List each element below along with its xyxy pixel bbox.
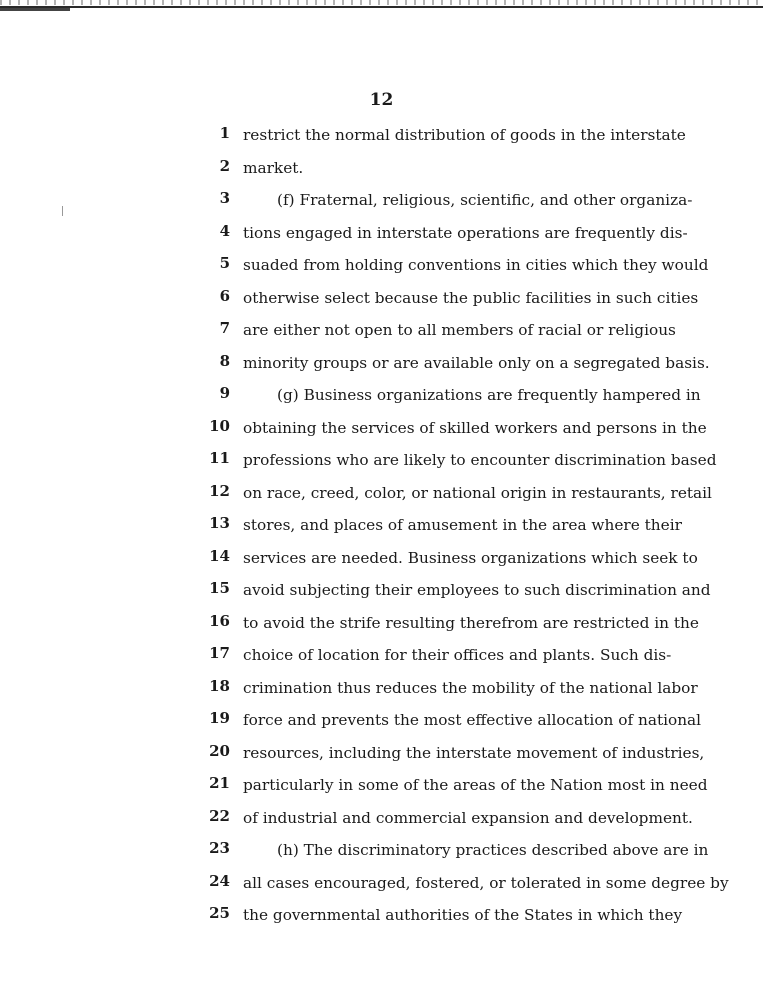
line-text: resources, including the interstate movement of industries, [243,743,705,762]
line-text: (h) The discriminatory practices described above are in [277,841,709,859]
line-text: force and prevents the most effective allocation of national [243,711,702,729]
text-line [0,351,763,384]
text-line [0,773,763,806]
line-number: 21 [209,774,230,792]
line-text: market. [243,158,304,177]
text-line [0,643,763,676]
line-number: 4 [219,221,230,240]
line-text: to avoid the strife resulting therefrom are restricted in the [243,613,699,632]
text-line [0,221,763,254]
line-number: 24 [209,871,230,890]
line-number: 6 [219,286,230,305]
text-line [0,383,763,416]
line-number: 23 [209,839,230,857]
text-line [0,806,763,839]
line-text: obtaining the services of skilled workers and persons in the [243,418,707,437]
text-line [0,741,763,774]
line-number: 8 [219,351,230,370]
line-number: 18 [209,676,230,695]
text-line [0,481,763,514]
line-text: are either not open to all members of racial or religious [243,321,676,339]
text-line [0,123,763,156]
top-rule [0,6,763,8]
line-text: of industrial and commercial expansion and development. [243,808,693,827]
line-text: (g) Business organizations are frequently hampered in [277,386,701,404]
line-number: 11 [209,449,230,467]
line-number: 12 [209,481,230,500]
line-number: 14 [209,546,230,565]
text-line [0,871,763,904]
line-number: 19 [209,709,230,727]
line-number: 3 [219,189,230,207]
line-text: all cases encouraged, fostered, or tolerated in some degree by [243,873,729,892]
line-text: suaded from holding conventions in cities which they would [243,256,709,274]
line-number: 22 [209,806,230,825]
scan-dots [0,0,763,5]
text-line [0,448,763,481]
text-line [0,318,763,351]
line-number: 17 [209,644,230,662]
line-text: particularly in some of the areas of the Nation most in need [243,776,708,794]
line-text: otherwise select because the public facilities in such cities [243,288,699,307]
line-text: tions engaged in interstate operations are frequently dis- [243,223,688,242]
text-line [0,286,763,319]
text-line [0,708,763,741]
text-line [0,676,763,709]
text-line [0,416,763,449]
line-text: services are needed. Business organizations which seek to [243,548,698,567]
line-number: 15 [209,579,230,597]
line-text: on race, creed, color, or national origin in restaurants, retail [243,483,712,502]
edge-mark [0,8,70,11]
line-number: 10 [209,416,230,435]
text-line [0,253,763,286]
line-text: professions who are likely to encounter discrimination based [243,451,717,469]
line-text: stores, and places of amusement in the area where their [243,516,682,534]
scan-edge-artifact [0,0,763,14]
line-text: choice of location for their offices and plants. Such dis- [243,646,672,664]
text-line [0,156,763,189]
line-number: 25 [209,904,230,922]
text-line [0,188,763,221]
line-number: 20 [209,741,230,760]
line-text: minority groups or are available only on a segregated basis. [243,353,710,372]
line-number: 2 [219,156,230,175]
line-number: 5 [219,254,230,272]
text-line [0,903,763,936]
line-number: 16 [209,611,230,630]
page-number: 12 [369,90,394,110]
text-line [0,611,763,644]
line-text: (f) Fraternal, religious, scientific, and other organiza- [277,191,693,209]
line-text: restrict the normal distribution of goods in the interstate [243,126,686,144]
line-text: crimination thus reduces the mobility of the national labor [243,678,698,697]
line-text: avoid subjecting their employees to such discrimination and [243,581,711,599]
line-text: the governmental authorities of the States in which they [243,906,683,924]
line-number: 13 [209,514,230,532]
text-line [0,513,763,546]
text-line [0,546,763,579]
text-line [0,838,763,871]
text-line [0,578,763,611]
line-number: 7 [219,319,230,337]
line-number: 9 [219,384,230,402]
line-number: 1 [219,124,230,142]
numbered-text-body [0,123,763,936]
